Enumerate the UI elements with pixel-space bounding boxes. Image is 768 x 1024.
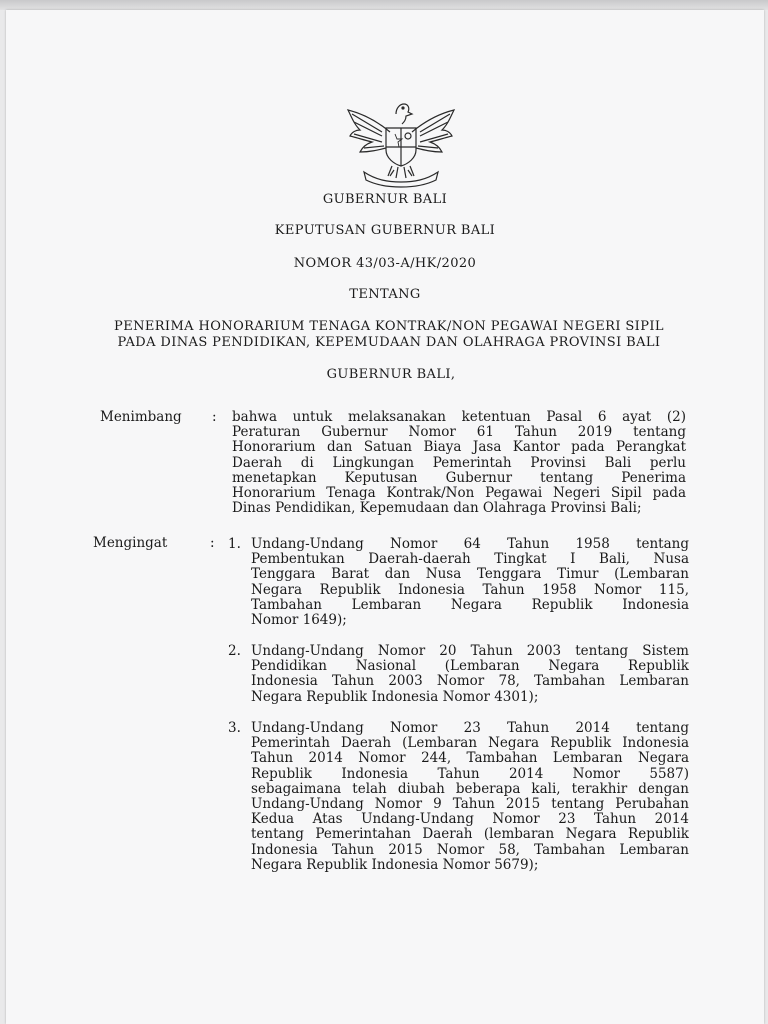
- text-line: bahwa untuk melaksanakan ketentuan Pasal 6 ayat (2): [232, 409, 686, 425]
- text-line: Undang-Undang Nomor 23 Tahun 2014 tentang: [251, 720, 689, 736]
- text-line: Negara Republik Indonesia Tahun 1958 Nomor 115,: [251, 581, 689, 598]
- text-line: Pendidikan Nasional (Lembaran Negara Republik: [251, 658, 689, 675]
- text-line: Negara Republik Indonesia Nomor 4301);: [251, 688, 539, 705]
- scanner-edge: [0, 0, 768, 10]
- text-line: menetapkan Keputusan Gubernur tentang Penerima: [232, 469, 686, 486]
- text-line: Tenggara Barat dan Nusa Tenggara Timur (Lembaran: [251, 566, 689, 583]
- text-line: sebagaimana telah diubah beberapa kali, terakhir dengan: [251, 780, 689, 797]
- signatory-title: GUBERNUR BALI,: [326, 367, 456, 382]
- menimbang-label: Menimbang: [100, 409, 182, 425]
- text-line: Negara Republik Indonesia Nomor 5679);: [251, 856, 539, 873]
- text-line: Honorarium dan Satuan Biaya Jasa Kantor pada Perangkat: [232, 439, 686, 456]
- text-line: Daerah di Lingkungan Pemerintah Provinsi Bali perlu: [232, 454, 686, 471]
- mengingat-item-3: [251, 721, 689, 873]
- decree-number: NOMOR 43/03-A/HK/2020: [293, 256, 477, 271]
- text-line: Pemerintah Daerah (Lembaran Negara Republik Indonesia: [251, 735, 689, 752]
- mengingat-item-2: [251, 644, 689, 705]
- text-line: Indonesia Tahun 2003 Nomor 78, Tambahan Lembaran: [251, 673, 689, 690]
- menimbang-colon: :: [212, 409, 217, 425]
- text-line: Peraturan Gubernur Nomor 61 Tahun 2019 tentang: [232, 424, 686, 441]
- text-line: Undang-Undang Nomor 64 Tahun 1958 tentang: [251, 536, 689, 552]
- garuda-emblem-icon: [342, 92, 460, 188]
- text-line: Pembentukan Daerah-daerah Tingkat I Bali, Nusa: [251, 551, 689, 568]
- text-line: Undang-Undang Nomor 9 Tahun 2015 tentang Perubahan: [251, 796, 689, 813]
- text-line: Tahun 2014 Nomor 244, Tambahan Lembaran Negara: [251, 750, 689, 767]
- document-page: [6, 10, 764, 1024]
- item-number: 1.: [228, 536, 241, 552]
- text-line: Dinas Pendidikan, Kepemudaan dan Olahraga Provinsi Bali;: [232, 500, 642, 517]
- about-heading: TENTANG: [349, 287, 421, 302]
- text-line: tentang Pemerintahan Daerah (lembaran Negara Republik: [251, 826, 689, 843]
- text-line: Undang-Undang Nomor 20 Tahun 2003 tentang Sistem: [251, 643, 689, 659]
- mengingat-colon: :: [210, 535, 215, 551]
- issuer-title: GUBERNUR BALI: [322, 192, 448, 207]
- mengingat-label: Mengingat: [93, 535, 168, 551]
- subject-line-2: PADA DINAS PENDIDIKAN, KEPEMUDAAN DAN OLAHRAGA PROVINSI BALI: [117, 335, 661, 350]
- text-line: Republik Indonesia Tahun 2014 Nomor 5587): [251, 765, 689, 782]
- decree-title: KEPUTUSAN GUBERNUR BALI: [274, 223, 496, 238]
- text-line: Tambahan Lembaran Negara Republik Indonesia: [251, 596, 689, 613]
- item-number: 3.: [228, 720, 241, 736]
- text-line: Indonesia Tahun 2015 Nomor 58, Tambahan Lembaran: [251, 841, 689, 858]
- item-number: 2.: [228, 643, 241, 659]
- text-line: Honorarium Tenaga Kontrak/Non Pegawai Negeri Sipil pada: [232, 485, 686, 502]
- text-line: Kedua Atas Undang-Undang Nomor 23 Tahun 2014: [251, 811, 689, 828]
- menimbang-text: [232, 410, 686, 516]
- subject-line-1: PENERIMA HONORARIUM TENAGA KONTRAK/NON PEGAWAI NEGERI SIPIL: [114, 319, 664, 334]
- text-line: Nomor 1649);: [251, 612, 347, 629]
- mengingat-item-1: [251, 537, 689, 628]
